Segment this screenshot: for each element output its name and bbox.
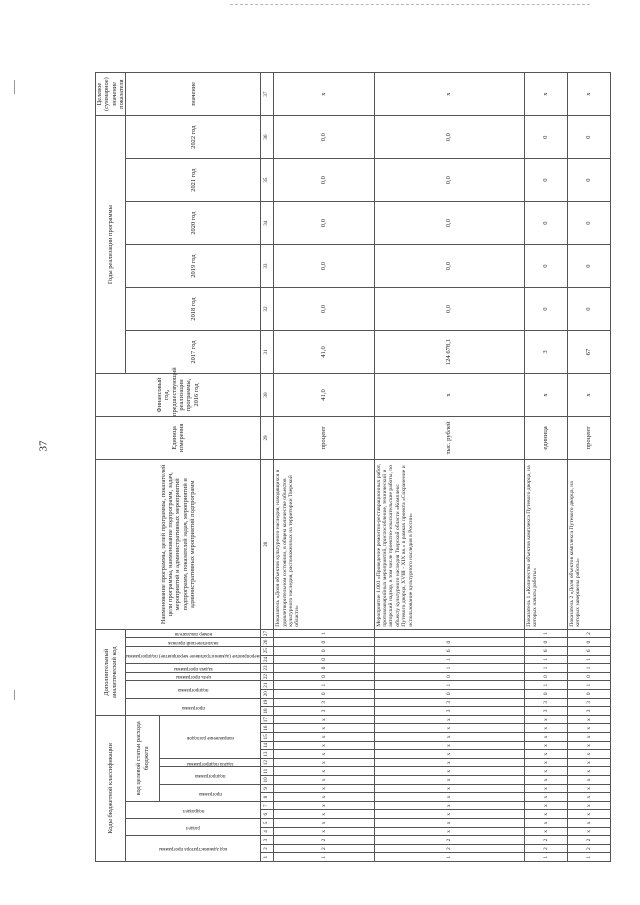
column-number: 1: [261, 853, 274, 862]
code-cell: x: [567, 724, 610, 733]
code-cell: x: [567, 758, 610, 767]
code-cell: 3: [567, 698, 610, 707]
column-number: 15: [261, 733, 274, 742]
code-cell: x: [274, 801, 374, 810]
code-cell: x: [274, 793, 374, 802]
code-cell: x: [524, 767, 567, 776]
row-fin-year: 41,0: [274, 374, 374, 417]
d-measure-header: мероприятие (административное мероприятие) подпрограммы: [126, 646, 261, 663]
code-cell: 0: [274, 646, 374, 655]
year-value: 0,0: [274, 202, 374, 245]
row-target: x: [274, 73, 374, 116]
code-cell: x: [524, 801, 567, 810]
table-row: [567, 73, 610, 862]
column-number: 24: [261, 655, 274, 664]
code-cell: x: [567, 733, 610, 742]
code-cell: 0: [374, 672, 524, 681]
code-cell: 6: [374, 646, 524, 655]
code-cell: x: [567, 784, 610, 793]
code-cell: x: [524, 827, 567, 836]
value-header: значение: [126, 73, 261, 116]
column-number: 17: [261, 715, 274, 724]
page-number: 37: [37, 440, 50, 452]
code-cell: x: [274, 750, 374, 759]
column-number: 20: [261, 689, 274, 698]
code-cell: x: [524, 819, 567, 828]
code-cell: x: [274, 767, 374, 776]
code-cell: x: [374, 793, 524, 802]
year-value: 0,0: [374, 202, 524, 245]
code-cell: x: [374, 733, 524, 742]
row-unit: тыс. рублей: [374, 416, 524, 459]
column-number: 10: [261, 776, 274, 785]
code-cell: x: [524, 724, 567, 733]
year-value: 0,0: [274, 116, 374, 159]
row-name: Мероприятие 1.001 «Проведение ремонтно-реставрационных работ, противоаварийных мероприятий, приспособление, технический и авторский надзор, в том числе проектно-изыскательские работы, по объекту культурного наследия Тверской области «Комплекс Путевого дворца, XVIII - XIX вв.» в рамках проекта «Сохранение и использование культурного наследия в России»: [374, 459, 524, 629]
row-fin-year: x: [524, 374, 567, 417]
code-cell: x: [374, 801, 524, 810]
code-cell: 0: [524, 672, 567, 681]
column-number: 4: [261, 827, 274, 836]
code-cell: 1: [524, 629, 567, 638]
table-row: [274, 73, 374, 862]
code-cell: 6: [524, 646, 567, 655]
target-value-header: Целевое (суммарное) значение показателя: [96, 73, 126, 116]
code-cell: 3: [567, 707, 610, 716]
code-cell: 0: [274, 655, 374, 664]
column-number: 21: [261, 681, 274, 690]
column-number: 6: [261, 810, 274, 819]
d-goal-header: цель программы: [126, 672, 261, 681]
year-value: 0,0: [274, 245, 374, 288]
year-value: 0,0: [274, 288, 374, 331]
code-cell: 1: [567, 681, 610, 690]
code-cell: x: [524, 776, 567, 785]
code-cell: x: [274, 733, 374, 742]
year-value: 0: [524, 245, 567, 288]
table-body: [261, 73, 611, 862]
year-value: 0: [567, 116, 610, 159]
row-target: x: [567, 73, 610, 116]
code-cell: x: [524, 793, 567, 802]
code-cell: 0: [567, 689, 610, 698]
program-code-header: программа: [160, 784, 261, 801]
admin-code-header: код администратора программы: [126, 836, 261, 862]
subprogram-task-header: задача подпрограммы: [160, 758, 261, 767]
year-value: 0: [524, 159, 567, 202]
code-cell: x: [567, 715, 610, 724]
code-cell: x: [567, 741, 610, 750]
code-cell: x: [374, 758, 524, 767]
code-cell: x: [524, 810, 567, 819]
code-cell: 1: [274, 853, 374, 862]
year-value: 0: [567, 202, 610, 245]
additional-code-header: Дополнительный аналитический код: [96, 629, 126, 715]
column-number: 3: [261, 836, 274, 845]
column-number: 14: [261, 741, 274, 750]
code-cell: x: [274, 776, 374, 785]
code-cell: 1: [274, 681, 374, 690]
code-cell: x: [374, 750, 524, 759]
code-cell: 1: [567, 655, 610, 664]
code-cell: 0: [374, 689, 524, 698]
code-cell: x: [274, 715, 374, 724]
row-fin-year: x: [567, 374, 610, 417]
years-header: Годы реализации программы: [96, 116, 126, 374]
code-cell: 0: [524, 689, 567, 698]
code-cell: x: [567, 793, 610, 802]
code-cell: x: [567, 776, 610, 785]
budget-codes-header: Коды бюджетной классификации: [96, 715, 126, 861]
code-cell: x: [524, 733, 567, 742]
row-name: Показатель 1 «Количество объектов комплекса Путевого дворца, на которых начаты работы»: [524, 459, 567, 629]
code-cell: 1: [374, 664, 524, 673]
row-name: Показатель 2 «Доля объектов комплекса Путевого дворца, на которых завершены работы»: [567, 459, 610, 629]
code-cell: 2: [374, 844, 524, 853]
column-number: 32: [261, 288, 274, 331]
column-number: 25: [261, 646, 274, 655]
d-task-header: задача программы: [126, 664, 261, 673]
code-cell: 3: [374, 707, 524, 716]
year-value: 41,0: [274, 331, 374, 374]
code-cell: 0: [567, 638, 610, 647]
row-unit: единица: [524, 416, 567, 459]
code-cell: x: [374, 810, 524, 819]
year-value: 3: [524, 331, 567, 374]
year-value: 0,0: [374, 159, 524, 202]
target-article-header: код целевой статьи расхода бюджета: [126, 715, 160, 801]
code-cell: x: [524, 750, 567, 759]
code-cell: x: [274, 741, 374, 750]
unit-header: Единица измерения: [96, 416, 261, 459]
code-cell: 6: [567, 646, 610, 655]
year-value: 124 678,1: [374, 331, 524, 374]
code-cell: x: [274, 724, 374, 733]
code-cell: x: [567, 767, 610, 776]
year-value: 67: [567, 331, 610, 374]
year-value: 0,0: [374, 245, 524, 288]
code-cell: x: [274, 784, 374, 793]
column-number: 23: [261, 664, 274, 673]
column-number: 33: [261, 245, 274, 288]
d-analytic-header: аналитический признак: [126, 638, 261, 647]
year-value: 0,0: [374, 116, 524, 159]
code-cell: 1: [374, 681, 524, 690]
column-number: 8: [261, 793, 274, 802]
code-cell: 1: [524, 853, 567, 862]
code-cell: 0: [374, 638, 524, 647]
column-number: 16: [261, 724, 274, 733]
code-cell: x: [374, 819, 524, 828]
column-number: 11: [261, 767, 274, 776]
code-cell: 1: [524, 681, 567, 690]
column-numbers-row: [261, 73, 274, 862]
year-value: 0: [567, 288, 610, 331]
scan-edge-mark: [14, 690, 15, 700]
code-cell: 1: [374, 655, 524, 664]
column-number: 9: [261, 784, 274, 793]
column-number: 37: [261, 73, 274, 116]
code-cell: x: [274, 758, 374, 767]
section-header: раздел: [126, 819, 261, 836]
column-number: 18: [261, 707, 274, 716]
code-cell: 0: [274, 664, 374, 673]
code-cell: 1: [274, 629, 374, 638]
column-number: 36: [261, 116, 274, 159]
code-cell: x: [374, 724, 524, 733]
row-fin-year: x: [374, 374, 524, 417]
code-cell: 2: [567, 836, 610, 845]
column-number: 5: [261, 819, 274, 828]
d-program-header: программа: [126, 698, 261, 715]
code-cell: 2: [274, 844, 374, 853]
code-cell: x: [524, 784, 567, 793]
code-cell: x: [374, 715, 524, 724]
code-cell: 1: [524, 655, 567, 664]
year-value: 0: [524, 116, 567, 159]
column-number: 34: [261, 202, 274, 245]
d-subprogram-header: подпрограмма: [126, 681, 261, 698]
column-number: 35: [261, 159, 274, 202]
code-cell: x: [374, 784, 524, 793]
year-value: 0: [524, 202, 567, 245]
column-number: 26: [261, 638, 274, 647]
column-number: 12: [261, 758, 274, 767]
year-2017-header: 2017 год: [126, 331, 261, 374]
column-number: 2: [261, 844, 274, 853]
code-cell: x: [374, 827, 524, 836]
code-cell: x: [274, 827, 374, 836]
code-cell: 3: [524, 707, 567, 716]
code-cell: 0: [567, 672, 610, 681]
code-cell: 3: [374, 698, 524, 707]
code-cell: 3: [274, 707, 374, 716]
code-cell: 0: [274, 672, 374, 681]
year-value: 0: [567, 159, 610, 202]
code-cell: x: [524, 758, 567, 767]
row-unit: процент: [567, 416, 610, 459]
table-row: [524, 73, 567, 862]
code-cell: x: [567, 827, 610, 836]
subsection-header: подраздел: [126, 801, 261, 818]
subprogram-code-header: подпрограмма: [160, 767, 261, 784]
code-cell: 0: [274, 689, 374, 698]
code-cell: 1: [524, 664, 567, 673]
table-row: [374, 73, 524, 862]
year-value: 0: [524, 288, 567, 331]
column-number: 30: [261, 374, 274, 417]
fin-year-header: Финансовый год, предшествующий реализации программы, 2016 год: [96, 374, 261, 417]
column-number: 19: [261, 698, 274, 707]
code-cell: x: [524, 715, 567, 724]
code-cell: x: [374, 767, 524, 776]
code-cell: x: [567, 801, 610, 810]
code-cell: x: [374, 776, 524, 785]
year-value: 0,0: [274, 159, 374, 202]
code-cell: 2: [524, 844, 567, 853]
row-unit: процент: [274, 416, 374, 459]
code-cell: 1: [374, 853, 524, 862]
code-cell: 2: [524, 836, 567, 845]
code-cell: x: [524, 741, 567, 750]
year-2020-header: 2020 год: [126, 202, 261, 245]
row-target: x: [524, 73, 567, 116]
expense-direction-header: направление расходов: [160, 715, 261, 758]
column-number: 7: [261, 801, 274, 810]
year-2019-header: 2019 год: [126, 245, 261, 288]
row-target: x: [374, 73, 524, 116]
code-cell: 3: [274, 698, 374, 707]
rotated-table-wrapper: [95, 72, 592, 862]
year-2021-header: 2021 год: [126, 159, 261, 202]
scan-edge-mark: [14, 80, 15, 94]
column-number: 13: [261, 750, 274, 759]
code-cell: 1: [567, 853, 610, 862]
budget-table-container: [95, 72, 592, 862]
code-cell: x: [274, 819, 374, 828]
code-cell: 1: [567, 664, 610, 673]
code-cell: 2: [567, 844, 610, 853]
column-number: 27: [261, 629, 274, 638]
code-cell: 2: [374, 836, 524, 845]
column-number: 22: [261, 672, 274, 681]
column-number: 28: [261, 459, 274, 629]
code-cell: 0: [524, 638, 567, 647]
column-number: 31: [261, 331, 274, 374]
code-cell: x: [567, 810, 610, 819]
year-2018-header: 2018 год: [126, 288, 261, 331]
column-number: 29: [261, 416, 274, 459]
code-cell: 0: [274, 638, 374, 647]
code-cell: x: [567, 750, 610, 759]
name-header: Наименование программы, целей программы, показателей цели программы, наименование подпрограмм, задач, мероприятий и административных мероприятий подпрограмм, показателей задач, мероприятий и административных мероприятий подпрограмм: [96, 459, 261, 629]
d-indicator-header: номер показателя: [126, 629, 261, 638]
year-value: 0,0: [374, 288, 524, 331]
code-cell: x: [374, 741, 524, 750]
year-value: 0: [567, 245, 610, 288]
code-cell: x: [567, 819, 610, 828]
code-cell: [374, 629, 524, 638]
scan-top-rule: [230, 4, 590, 5]
program-budget-table: [95, 72, 611, 862]
code-cell: x: [274, 810, 374, 819]
code-cell: 3: [524, 698, 567, 707]
year-2022-header: 2022 год: [126, 116, 261, 159]
code-cell: 2: [567, 629, 610, 638]
code-cell: 2: [274, 836, 374, 845]
row-name: Показатель «Доля объектов культурного наследия, находящихся в удовлетворительном состоянии, в общем количестве объектов культурного наследия, расположенных на территории Тверской области»: [274, 459, 374, 629]
